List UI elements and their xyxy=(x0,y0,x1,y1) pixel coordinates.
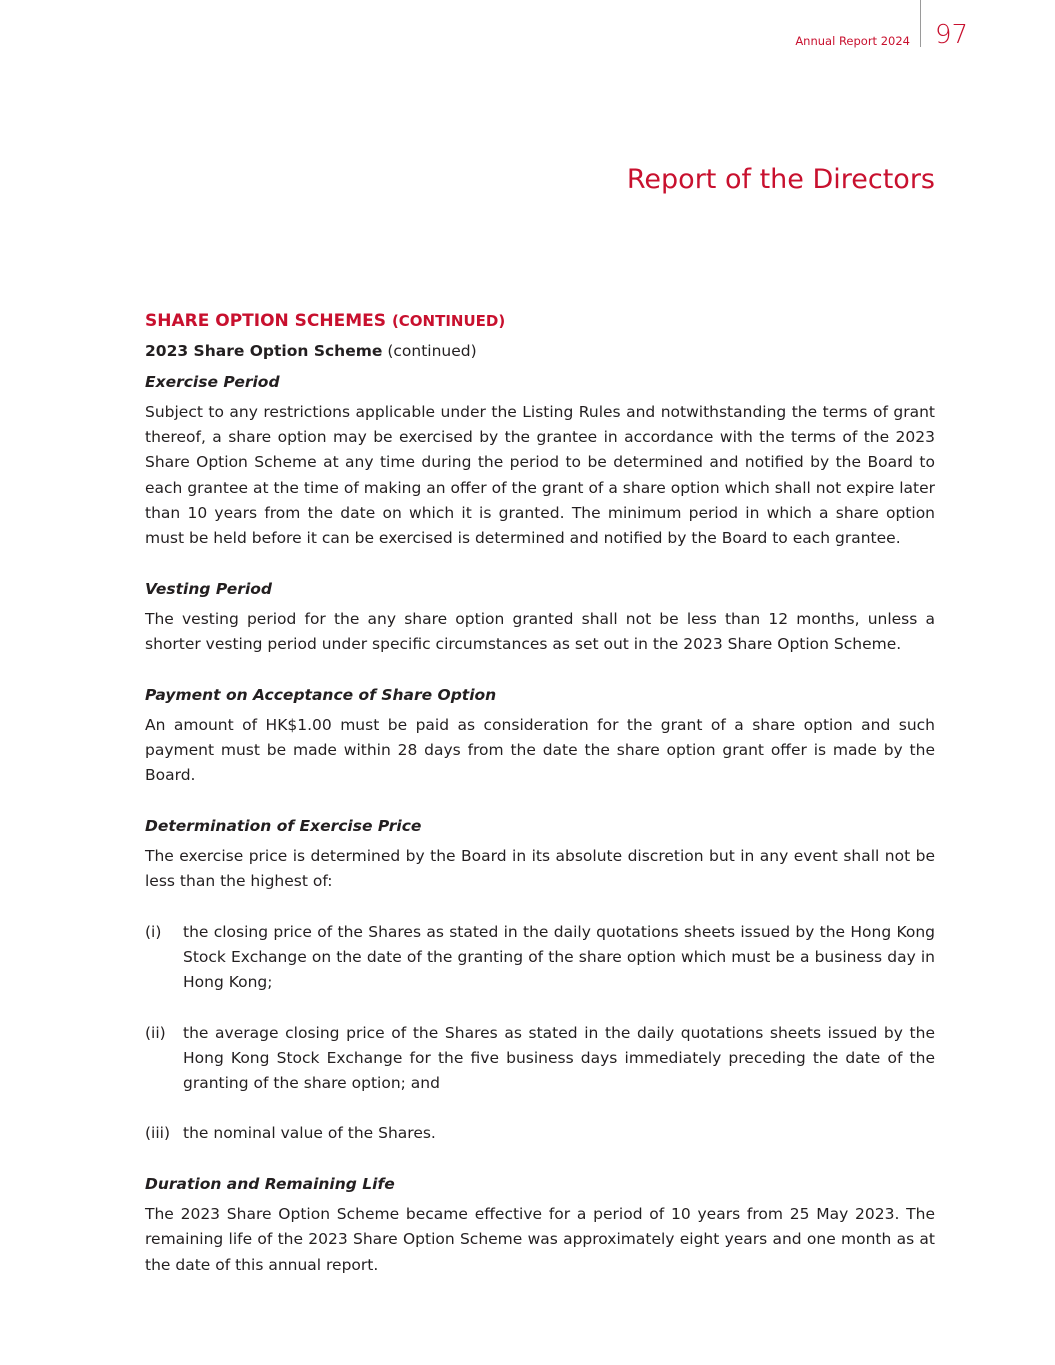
header-divider xyxy=(920,0,921,47)
exercise-price-body: The exercise price is determined by the Board in its absolute discretion but in any event shall not be less than the highest of: xyxy=(145,847,935,891)
main-content xyxy=(145,309,935,1278)
list-item-text: the nominal value of the Shares. xyxy=(183,1124,436,1143)
page-number: 97 xyxy=(935,20,969,50)
exercise-period-body: Subject to any restrictions applicable under the Listing Rules and notwithstanding the terms of grant thereof, a share option may be exercised by the grantee in accordance with the terms of the 2023 Share Option Scheme at any time during the period to be determined and notified by the Board to each grantee at the time of making an offer of the grant of a share option which shall not expire later than 10 years from the date on which it is granted. The minimum period in which a share option must be held before it can be exercised is determined and notified by the Board to each grantee. xyxy=(145,402,935,548)
subtitle-bold: 2023 Share Option Scheme xyxy=(145,342,383,361)
list-item-text: the closing price of the Shares as stated in the daily quotations sheets issued by the Hong Kong Stock Exchange on the date of the granting of the share option which must be a business day in Hong Kong; xyxy=(183,922,935,992)
list-item-text: the average closing price of the Shares as stated in the daily quotations sheets issued by the Hong Kong Stock Exchange for the five business days immediately preceding the date of the granting of the share option; and xyxy=(183,1023,935,1093)
subtitle-suffix: (continued) xyxy=(387,342,477,361)
payment-heading: Payment on Acceptance of Share Option xyxy=(145,685,497,704)
section-title-text: SHARE OPTION SCHEMES xyxy=(145,311,387,331)
page-title: Report of the Directors xyxy=(626,164,935,195)
vesting-period-heading: Vesting Period xyxy=(145,579,273,598)
payment-body: An amount of HK$1.00 must be paid as consideration for the grant of a share option and such payment must be made within 28 days from the date the share option grant offer is made by the Board. xyxy=(145,715,935,785)
list-item-number: (ii) xyxy=(145,1023,166,1042)
list-item xyxy=(145,920,935,996)
duration-body: The 2023 Share Option Scheme became effective for a period of 10 years from 25 May 2023. The remaining life of the 2023 Share Option Scheme was approximately eight years and one month as at the date of this annual report. xyxy=(145,1205,935,1274)
list-item xyxy=(145,1021,935,1097)
list-item xyxy=(145,1121,935,1146)
list-item-number: (iii) xyxy=(145,1124,171,1143)
report-label: Annual Report 2024 xyxy=(795,34,910,48)
section-subtitle xyxy=(145,339,935,364)
duration-heading: Duration and Remaining Life xyxy=(145,1174,395,1193)
exercise-period-heading: Exercise Period xyxy=(145,372,280,391)
section-title-suffix: (CONTINUED) xyxy=(391,312,506,330)
list-item-number: (i) xyxy=(145,922,162,941)
vesting-period-body: The vesting period for the any share option granted shall not be less than 12 months, unless a shorter vesting period under specific circumstances as set out in the 2023 Share Option Scheme. xyxy=(145,609,935,654)
exercise-price-heading: Determination of Exercise Price xyxy=(145,816,422,835)
section-title xyxy=(145,309,935,334)
